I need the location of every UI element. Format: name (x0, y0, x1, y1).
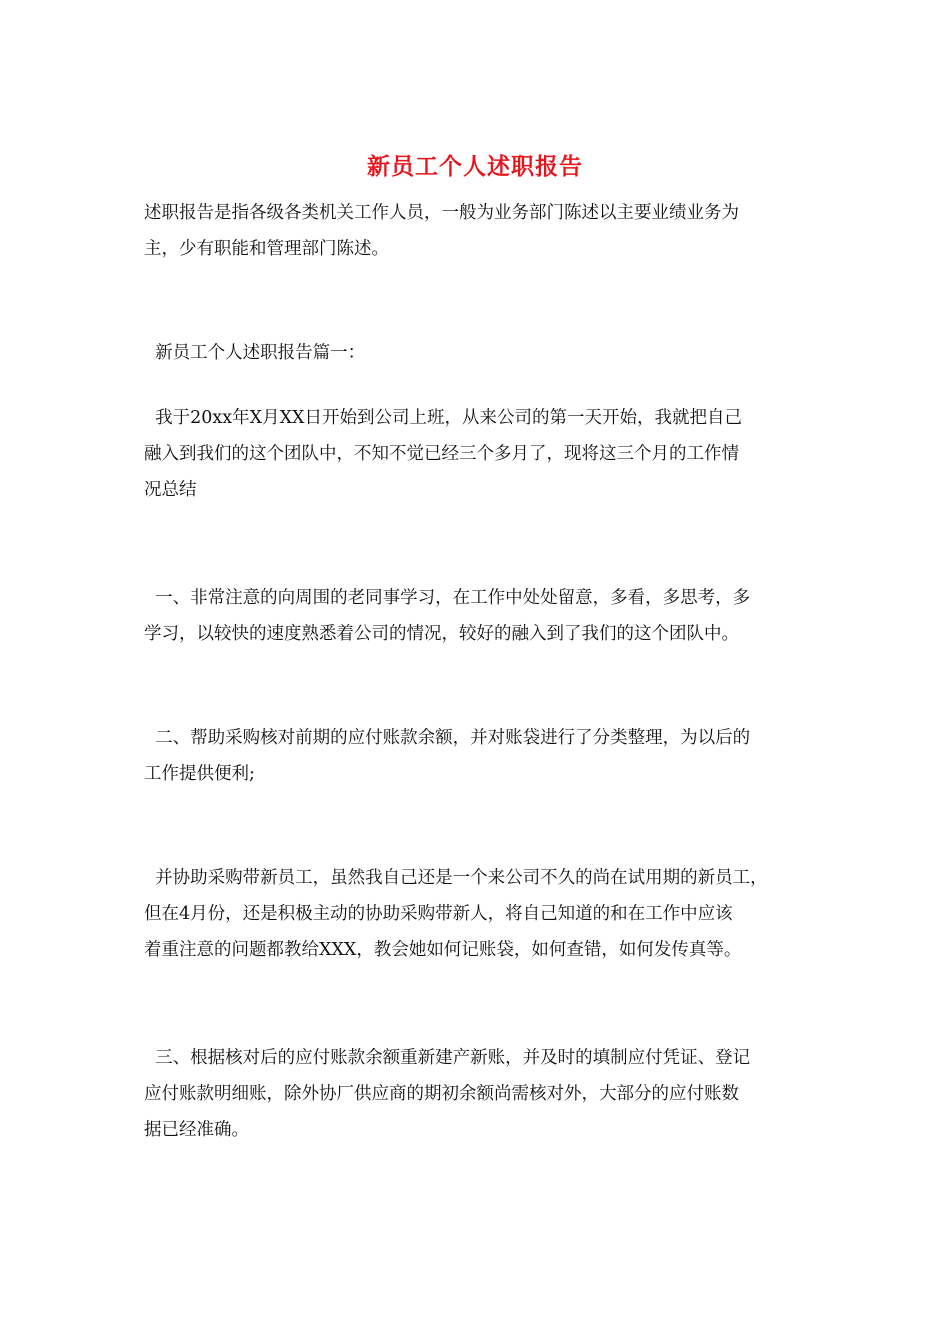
paragraph-intro (144, 195, 804, 267)
paragraph-line: 二、帮助采购核对前期的应付账款余额，并对账袋进行了分类整理，为以后的 (144, 728, 751, 748)
paragraph-line: 三、根据核对后的应付账款余额重新建产新账，并及时的填制应付凭证、登记 (144, 1048, 751, 1068)
paragraph-line: 工作提供便利; (144, 764, 255, 784)
paragraph-start-date (144, 400, 804, 508)
paragraph-line: 应付账款明细账，除外协厂供应商的期初余额尚需核对外，大部分的应付账数 (144, 1084, 739, 1104)
paragraph-assist (144, 860, 804, 968)
paragraph-line: 我于20xx年X月XX日开始到公司上班，从来公司的第一天开始，我就把自己 (144, 408, 743, 428)
paragraph-line: 并协助采购带新员工，虽然我自己还是一个来公司不久的尚在试用期的新员工， (144, 868, 768, 888)
paragraph-line: 着重注意的问题都教给XXX，教会她如何记账袋，如何查错，如何发传真等。 (144, 940, 742, 960)
document-title: 新员工个人述职报告 (367, 153, 583, 180)
paragraph-line: 述职报告是指各级各类机关工作人员，一般为业务部门陈述以主要业绩业务为 (144, 203, 739, 223)
paragraph-line: 但在4月份，还是积极主动的协助采购带新人，将自己知道的和在工作中应该 (144, 904, 733, 924)
paragraph-line: 主，少有职能和管理部门陈述。 (144, 239, 389, 259)
paragraph-line: 融入到我们的这个团队中，不知不觉已经三个多月了，现将这三个月的工作情 (144, 444, 739, 464)
paragraph-point-two (144, 720, 804, 792)
paragraph-line: 据已经准确。 (144, 1120, 249, 1140)
paragraph-line: 一、非常注意的向周围的老同事学习，在工作中处处留意，多看，多思考，多 (144, 588, 751, 608)
paragraph-line: 学习，以较快的速度熟悉着公司的情况，较好的融入到了我们的这个团队中。 (144, 624, 739, 644)
paragraph-point-one (144, 580, 804, 652)
paragraph-point-three (144, 1040, 804, 1148)
section-heading (144, 335, 804, 371)
paragraph-line: 况总结 (144, 480, 197, 500)
paragraph-line: 新员工个人述职报告篇一： (144, 343, 366, 363)
